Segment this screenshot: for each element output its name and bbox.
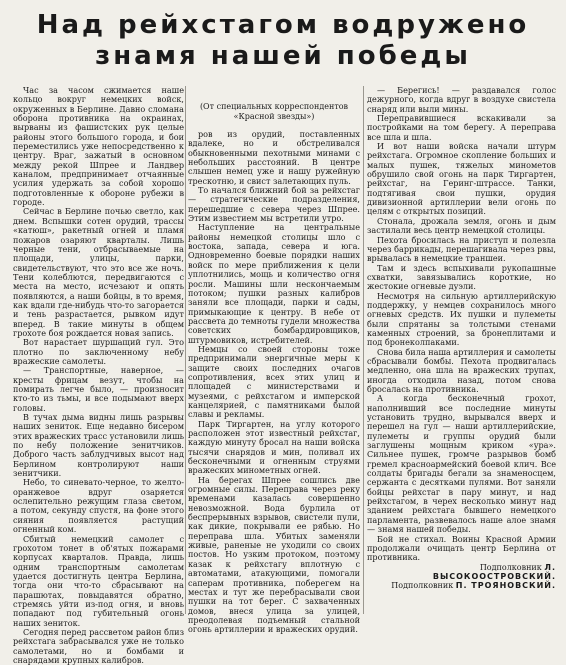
column-divider xyxy=(363,86,364,614)
paragraph: ров из орудий, поставленных вдалеке, но и обстреливался обыкновенными пехотными минами с небольших расстояний. В центре слышен немец уже и нашу ружейную трескотню, и свист залетающих пуль. xyxy=(188,129,360,186)
author-name: Л. ВЫСОКООСТРОВСКИЙ. xyxy=(432,562,556,581)
paragraph: Пехота бросилась на приступ и полезла через баррикады, перешагивала через рвы, врывалась в немецкие траншеи. xyxy=(367,234,556,264)
paragraph: И вот наши войска начали штурм рейхстага. Огромное скопление больших и малых пушек, тяжелых минометов обрушило свой огонь на парк Тиргартен, рейхстаг, на Геринг-штрассе. Танки, подтягивая свои пушки, орудия дивизионной артиллерии вели огонь по целям с открытых позиций. xyxy=(367,141,556,217)
paragraph: Парк Тиргартен, на углу которого расположен этот известный рейхстаг, каждую минуту бросал на наши войска тысячи снарядов и мин, поливал их бесконечными и огненным струями вражеских минометных огней. xyxy=(188,418,360,476)
paragraph: То начался ближний бой за рейхстаг — стратегические подразделения, перешедшие с севера через Шпрее. Этим известием мы встретили утро. xyxy=(188,185,360,224)
signature-1: Подполковник Л. ВЫСОКООСТРОВСКИЙ. xyxy=(432,562,556,581)
headline-line-1: Над рейхстагом водружено xyxy=(36,10,530,40)
headline-line-2: знамя нашей победы xyxy=(95,41,471,71)
article-column-2 xyxy=(188,88,360,635)
paragraph: Несмотря на сильную артиллерийскую поддержку, у немцев сохранилось много огневых средств. Их пушки и пулеметы были спрятаны за толстыми стенами каменных строений, за бронеплитами и под бронеколпаками. xyxy=(367,290,556,348)
paragraph: Наступление на центральные районы немецкой столицы шло с востока, запада, севера и юга. Одновременно боевые порядки наших войск по мере приближения к цели уплотнились, мощь и количество огня росли. Машины шли нескончаемым потоком; пушки разных калибров заняли все площади, парки и сады, примыкающие к центру. В небе от рассвета до темноты гудели множества советских бомбардировщиков, штурмовиков, истребителей. xyxy=(188,222,360,345)
article-column-3 xyxy=(367,86,556,620)
paragraph: Сбитый немецкий самолет с грохотом тонет в об'ятых пожарами корпусах кварталов. Правда, лишь одним транспортным самолетам удается достигнуть центра Берлина, тогда они что-то сбрасывают на парашютах, повыдавятся обратно, стремясь уйти из-под огня, и вновь попадают под губительный огонь наших зениток. xyxy=(13,533,184,628)
paragraph: Там и здесь вспыхивали рукопашные схватки, завязывались короткие, но жестокие огневые дуэли. xyxy=(367,262,556,292)
paragraph: Бой не стихал. Воины Красной Армии продолжали очищать центр Берлина от противника. xyxy=(367,533,556,563)
paragraph: В тучах дыма видны лишь разрывы наших зениток. Еще недавно бисером этих вражеских трасс установили лишь по небу положение зенитчиков. Доброго часть заблудчивых высот над Берлином контролируют наши зенитчики. xyxy=(13,412,184,479)
paragraph: На берегах Шпрее сошлись две огромные силы. Переправа через реку временами казалась совершенно невозможной. Вода бурлила от беспрерывных взрывов, свистели пули, как дикие, покрывали ее рябью. Но переправа шла. Убитых заменяли живые, раненые не уходили со своих постов. Но узким протоком, поэтому казак к рейхстагу вплотную с автоматами, атакующими, помогали саперам противника, поберегем на местах и тут же перебрасывали свои пушки на тот берег. С захваченных домов, внеся улица за улицей, преодолевая подъемный стальной огонь артиллерии и вражеских орудий. xyxy=(188,474,360,635)
paragraph: Стонала, дрожала земля, огонь и дым застилали весь центр немецкой столицы. xyxy=(367,215,556,236)
article-column-1 xyxy=(13,85,184,665)
signature-2: Подполковник П. ТРОЯНОВСКИЙ. xyxy=(391,581,556,591)
column-divider xyxy=(185,86,186,614)
paragraph: Переправившиеся вскакивали за постройками на том берегу. А переправа все шла и шла. xyxy=(367,113,556,142)
paragraph: А когда бесконечный грохот, наполнивший все последние минуты установить трудно, вырывался вверх и перешел на гул — наши артиллерийские, пулеметы и группы орудий были заглушены мощным криком «ура». Сильнее пушек, громче разрывов бомб гремел красноармейский боевой клич. Все солдаты бригады бегали за знаменосцем, сержанта с десятками пулями. Вот заняли бойцы рейхстаг в пару минут, и над рейхстагом, в черех несколько минут над зданием рейхстага бывшего немецкого парламента, развевалось наше алое знамя — знамя нашей победы. xyxy=(367,393,556,535)
paragraph: — Берегись! — раздавался голос дежурного, когда вдруг в воздухе свистела снаряд или выли мины. xyxy=(367,85,556,114)
paragraph: Небо, то синевато-черное, то желто-оранжевое вдруг озаряется ослепительно режущим глаза светом, а потом, секунду спустя, на фоне этого сияния появляется растущий огненный ком. xyxy=(13,477,184,535)
paragraph: Вот нарастает шуршащий гул. Это плотно по заключенному небу вражеские самолеты. xyxy=(13,337,184,366)
dateline: (От специальных корреспондентов «Красной звезды») xyxy=(199,102,349,121)
paragraph: — Транспортные, наверное, — кресты фрицам везут, чтобы на помирать легче было, — произносит кто-то из тьмы, и все подымают вверх головы. xyxy=(13,365,184,413)
paragraph: Сегодня перед рассветом район близ рейхстага забрасывался уже не только самолетами, но и бомбами и снарядами крупных калибров. xyxy=(13,626,184,665)
article-headline xyxy=(0,10,566,72)
paragraph: Сейчас в Берлине почью светло, как днем. Вспышки сотен орудий, трассы «катюш», ракетный огней и пламя пожаров озаряют кварталы. Лишь черные тени, отбрасываемые на площади, улицы, парки, свидетельствуют, что это все же ночь. Тени колеблются, передвигаются с места на место, исчезают и опять появляются, а наши бойцы, в то время, как вдали где-нибудь что-то загорается и тень разрастается, рывком идут вперед. В такие минуты в общем грохоте боя рождается новая запись. xyxy=(13,206,184,338)
paragraph: Снова била наша артиллерия и самолеты сбрасывали бомбы. Пехота продвигалась медленно, она шла на вражеских трупах, иногда отходила назад, потом снова бросалась на противника. xyxy=(367,346,556,394)
paragraph: Час за часом сжимается наше кольцо вокруг немецких войск, окруженных в Берлине. Давно сломана оборона противника на окраинах, вырваны из фашистских рук целые районы этого большого города, и бои переместились уже непосредственно к центру. Враг, зажатый в основном между рекой Шпрее и Ландвер каналом, предпринимает отчаянные усилия удержать за собой хорошо подготовленные к обороне рубежи в городе. xyxy=(13,85,184,208)
author-name: П. ТРОЯНОВСКИЙ. xyxy=(455,581,556,591)
paragraph: Немцы со своей стороны тоже предпринимали энергичные меры к защите своих последних очагов сопротивления, всех этих улиц и площадей с министерствами и музеями, с рейхстагом и имперской канцелярией, с памятниками былой славы и рекламы. xyxy=(188,343,360,420)
